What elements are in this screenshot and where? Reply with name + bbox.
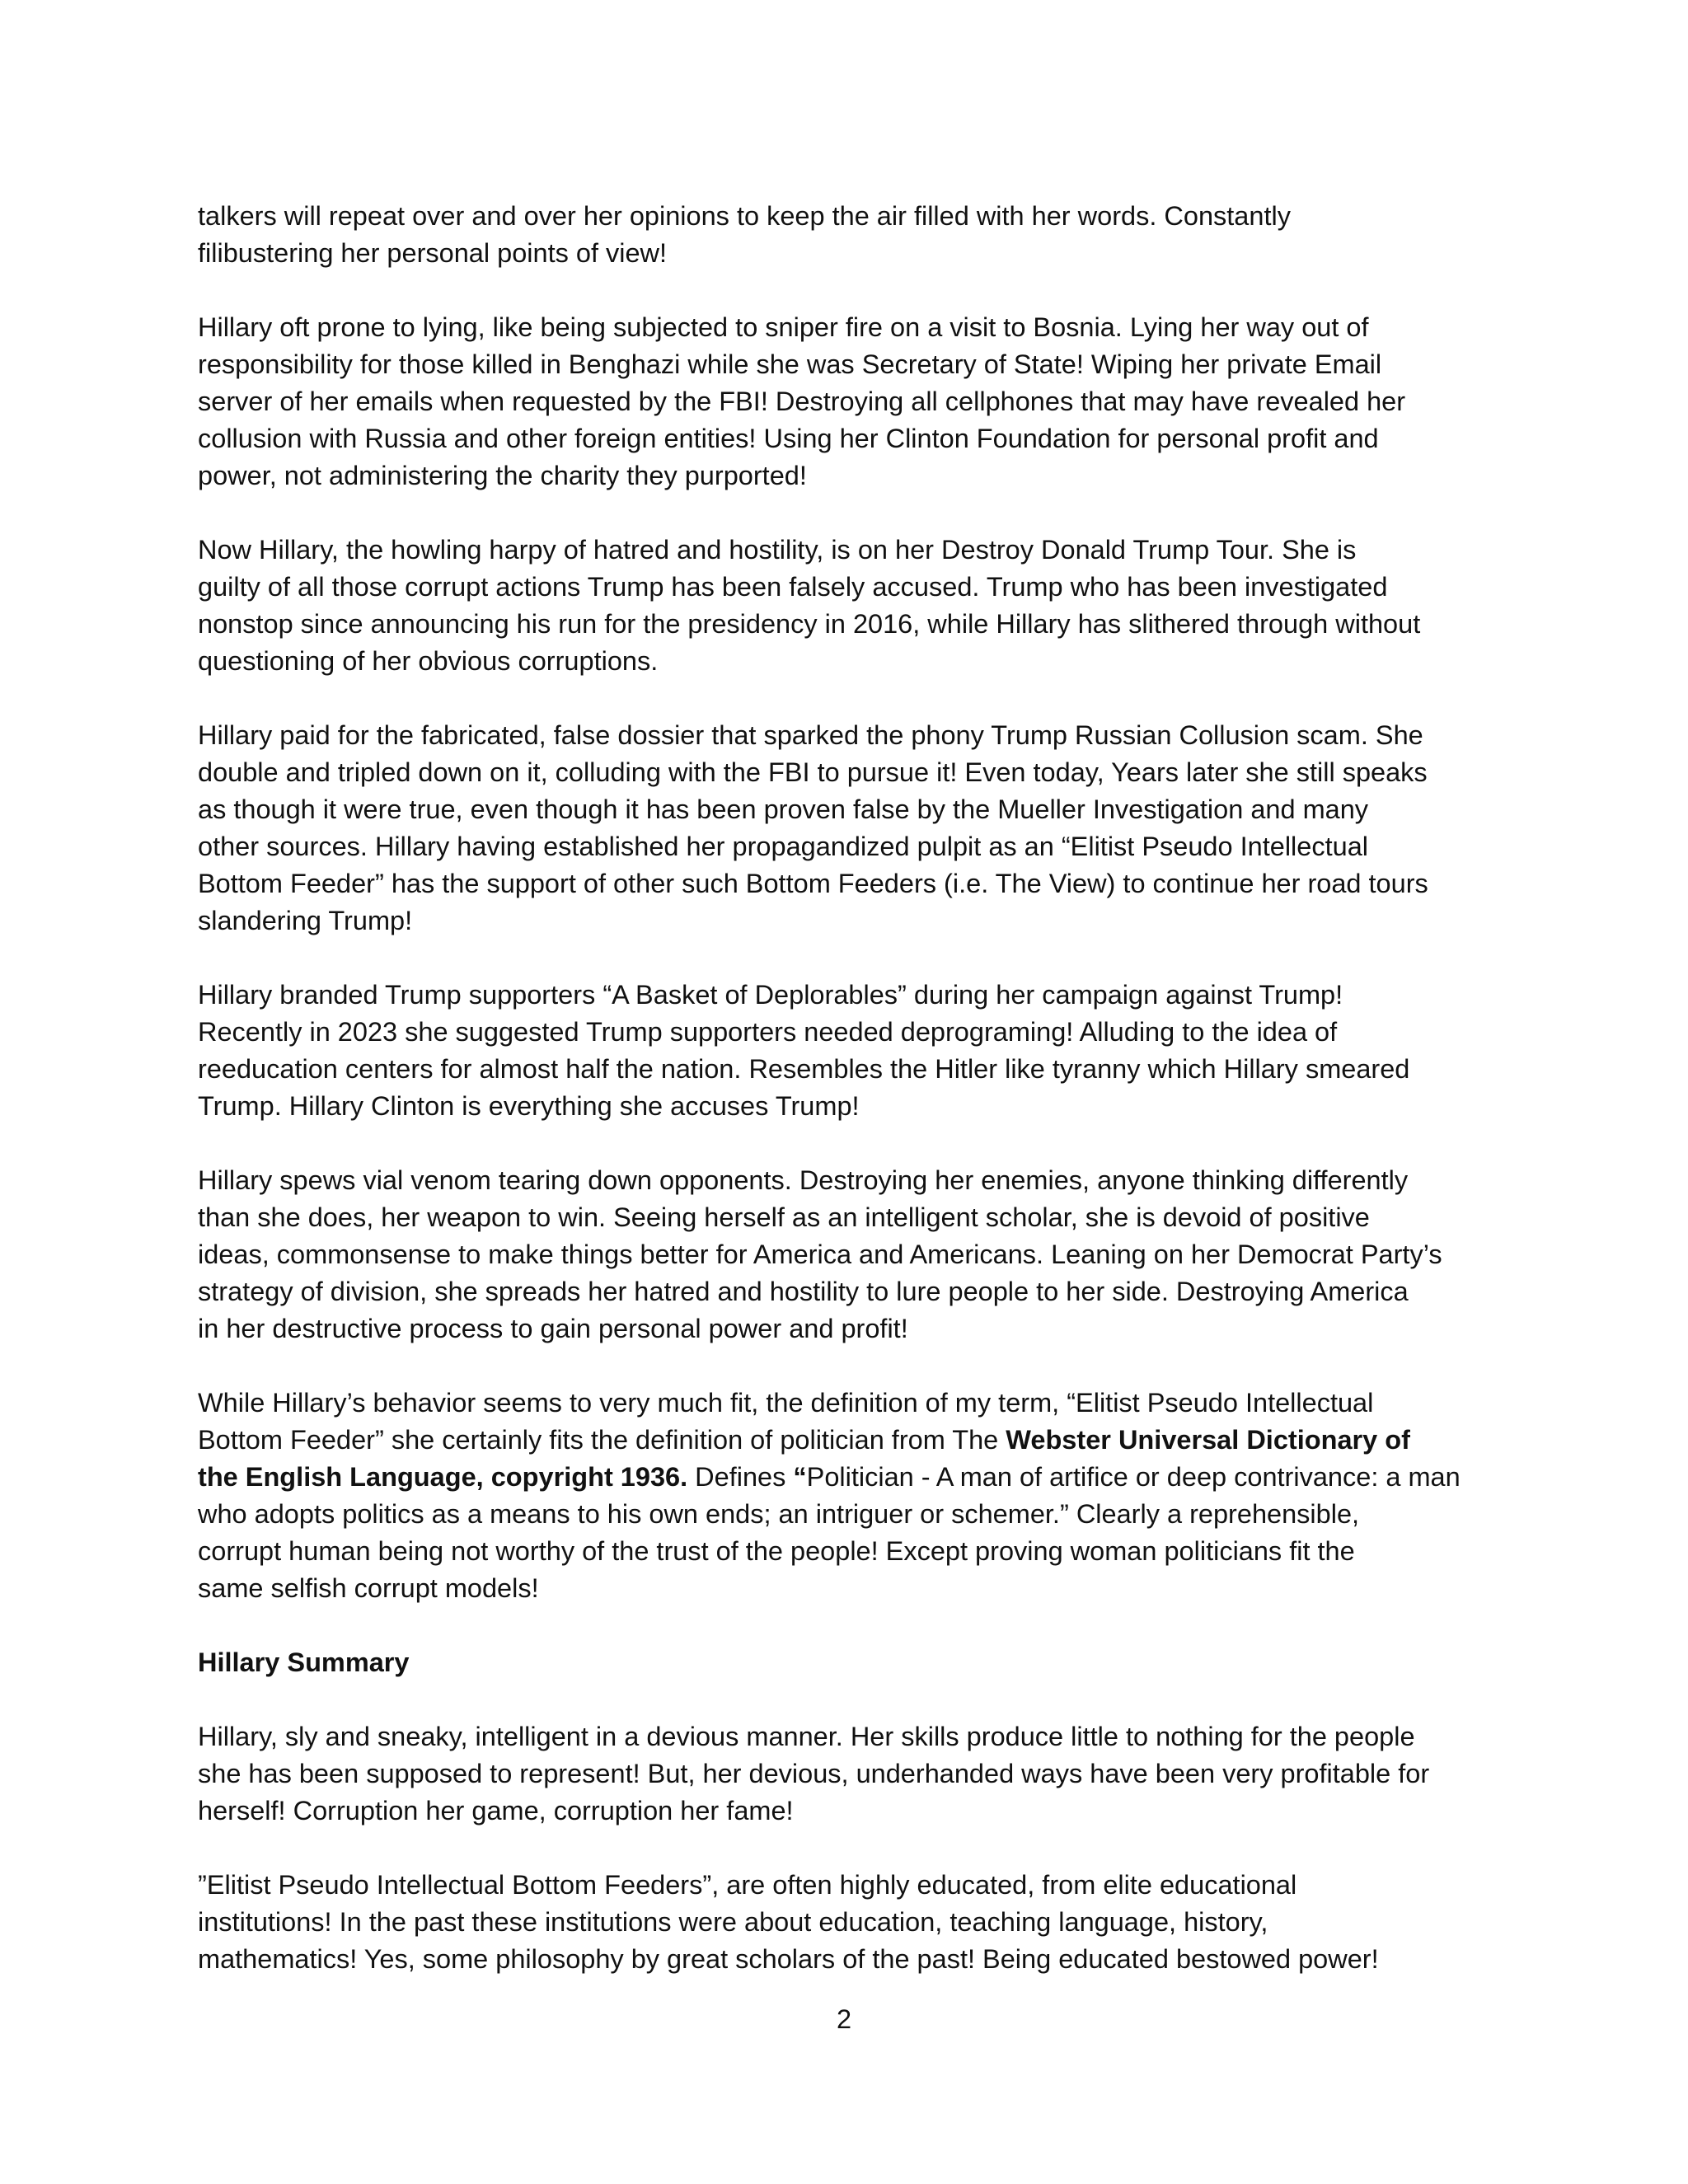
document-body (198, 198, 1500, 1978)
text-line: Hillary paid for the fabricated, false dossier that sparked the phony Trump Russian Collusion scam. She (198, 720, 1423, 750)
text-line: Hillary branded Trump supporters “A Basket of Deplorables” during her campaign against Trump! (198, 980, 1343, 1010)
text-line: slandering Trump! (198, 906, 413, 935)
text-line: Hillary oft prone to lying, like being subjected to sniper fire on a visit to Bosnia. Lying her way out of (198, 312, 1369, 342)
paragraph-tour (198, 532, 1500, 680)
text-line: talkers will repeat over and over her opinions to keep the air filled with her words. Constantly (198, 201, 1291, 231)
text-line: Hillary, sly and sneaky, intelligent in a devious manner. Her skills produce little to nothing for the people (198, 1722, 1415, 1751)
text-line: corrupt human being not worthy of the trust of the people! Except proving woman politicians fit the (198, 1536, 1355, 1566)
quote-mark-bold: “ (793, 1462, 807, 1492)
paragraph-elitist (198, 1867, 1500, 1978)
text-line: Now Hillary, the howling harpy of hatred and hostility, is on her Destroy Donald Trump Tour. She is (198, 535, 1357, 565)
dictionary-title-bold: the English Language, copyright 1936. (198, 1462, 688, 1492)
text-line: filibustering her personal points of view! (198, 238, 668, 268)
text-line: mathematics! Yes, some philosophy by great scholars of the past! Being educated bestowed power! (198, 1944, 1379, 1974)
text-line: collusion with Russia and other foreign entities! Using her Clinton Foundation for personal profit and (198, 424, 1379, 453)
paragraph-dossier (198, 717, 1500, 940)
dictionary-title-bold: Webster Universal Dictionary of (1006, 1425, 1410, 1455)
text-line: Recently in 2023 she suggested Trump supporters needed deprograming! Alluding to the idea of (198, 1017, 1338, 1047)
text-line (198, 1459, 1500, 1496)
text-line (198, 1422, 1500, 1459)
text-line: other sources. Hillary having established her propagandized pulpit as an “Elitist Pseudo Intellectual (198, 832, 1368, 861)
section-heading-summary: Hillary Summary (198, 1647, 410, 1677)
text-line: guilty of all those corrupt actions Trump has been falsely accused. Trump who has been investigated (198, 572, 1388, 602)
text-line: server of her emails when requested by the FBI! Destroying all cellphones that may have revealed her (198, 387, 1406, 416)
text-run: Politician - A man of artifice or deep contrivance: a man (806, 1462, 1461, 1492)
text-line: double and tripled down on it, colluding with the FBI to pursue it! Even today, Years later she still speaks (198, 757, 1428, 787)
text-line: While Hillary’s behavior seems to very much fit, the definition of my term, “Elitist Pseudo Intellectual (198, 1388, 1374, 1418)
paragraph-venom (198, 1162, 1500, 1347)
paragraph-deplorables (198, 977, 1500, 1125)
text-line: as though it were true, even though it has been proven false by the Mueller Investigation and many (198, 794, 1369, 824)
text-line: responsibility for those killed in Benghazi while she was Secretary of State! Wiping her private Email (198, 349, 1382, 379)
text-line: Trump. Hillary Clinton is everything she accuses Trump! (198, 1091, 860, 1121)
text-line: Bottom Feeder” has the support of other such Bottom Feeders (i.e. The View) to continue her road tours (198, 869, 1428, 898)
text-run: Defines (687, 1462, 794, 1492)
text-run: Bottom Feeder” she certainly fits the definition of politician from The (198, 1425, 1006, 1455)
text-line: who adopts politics as a means to his own ends; an intriguer or schemer.” Clearly a reprehensible, (198, 1499, 1360, 1529)
text-line: same selfish corrupt models! (198, 1573, 539, 1603)
text-line: ideas, commonsense to make things better for America and Americans. Leaning on her Democrat Party’s (198, 1240, 1442, 1269)
text-line: ”Elitist Pseudo Intellectual Bottom Feeders”, are often highly educated, from elite educational (198, 1870, 1297, 1900)
text-line: power, not administering the charity they purported! (198, 461, 807, 490)
page-number: 2 (836, 2004, 852, 2034)
text-line: questioning of her obvious corruptions. (198, 646, 659, 676)
text-line: herself! Corruption her game, corruption her fame! (198, 1796, 794, 1825)
paragraph-lying (198, 309, 1500, 494)
paragraph-talkers (198, 198, 1500, 272)
text-line: than she does, her weapon to win. Seeing herself as an intelligent scholar, she is devoid of positive (198, 1202, 1370, 1232)
text-line: strategy of division, she spreads her hatred and hostility to lure people to her side. Destroying America (198, 1277, 1409, 1306)
text-line: reeducation centers for almost half the nation. Resembles the Hitler like tyranny which Hillary smeared (198, 1054, 1410, 1084)
text-line: nonstop since announcing his run for the presidency in 2016, while Hillary has slithered through without (198, 609, 1421, 639)
paragraph-webster-definition (198, 1385, 1500, 1607)
text-line: institutions! In the past these institutions were about education, teaching language, history, (198, 1907, 1268, 1937)
text-line: in her destructive process to gain personal power and profit! (198, 1314, 908, 1343)
paragraph-summary (198, 1718, 1500, 1830)
text-line: Hillary spews vial venom tearing down opponents. Destroying her enemies, anyone thinking differently (198, 1165, 1409, 1195)
text-line: she has been supposed to represent! But, her devious, underhanded ways have been very profitable for (198, 1759, 1430, 1788)
